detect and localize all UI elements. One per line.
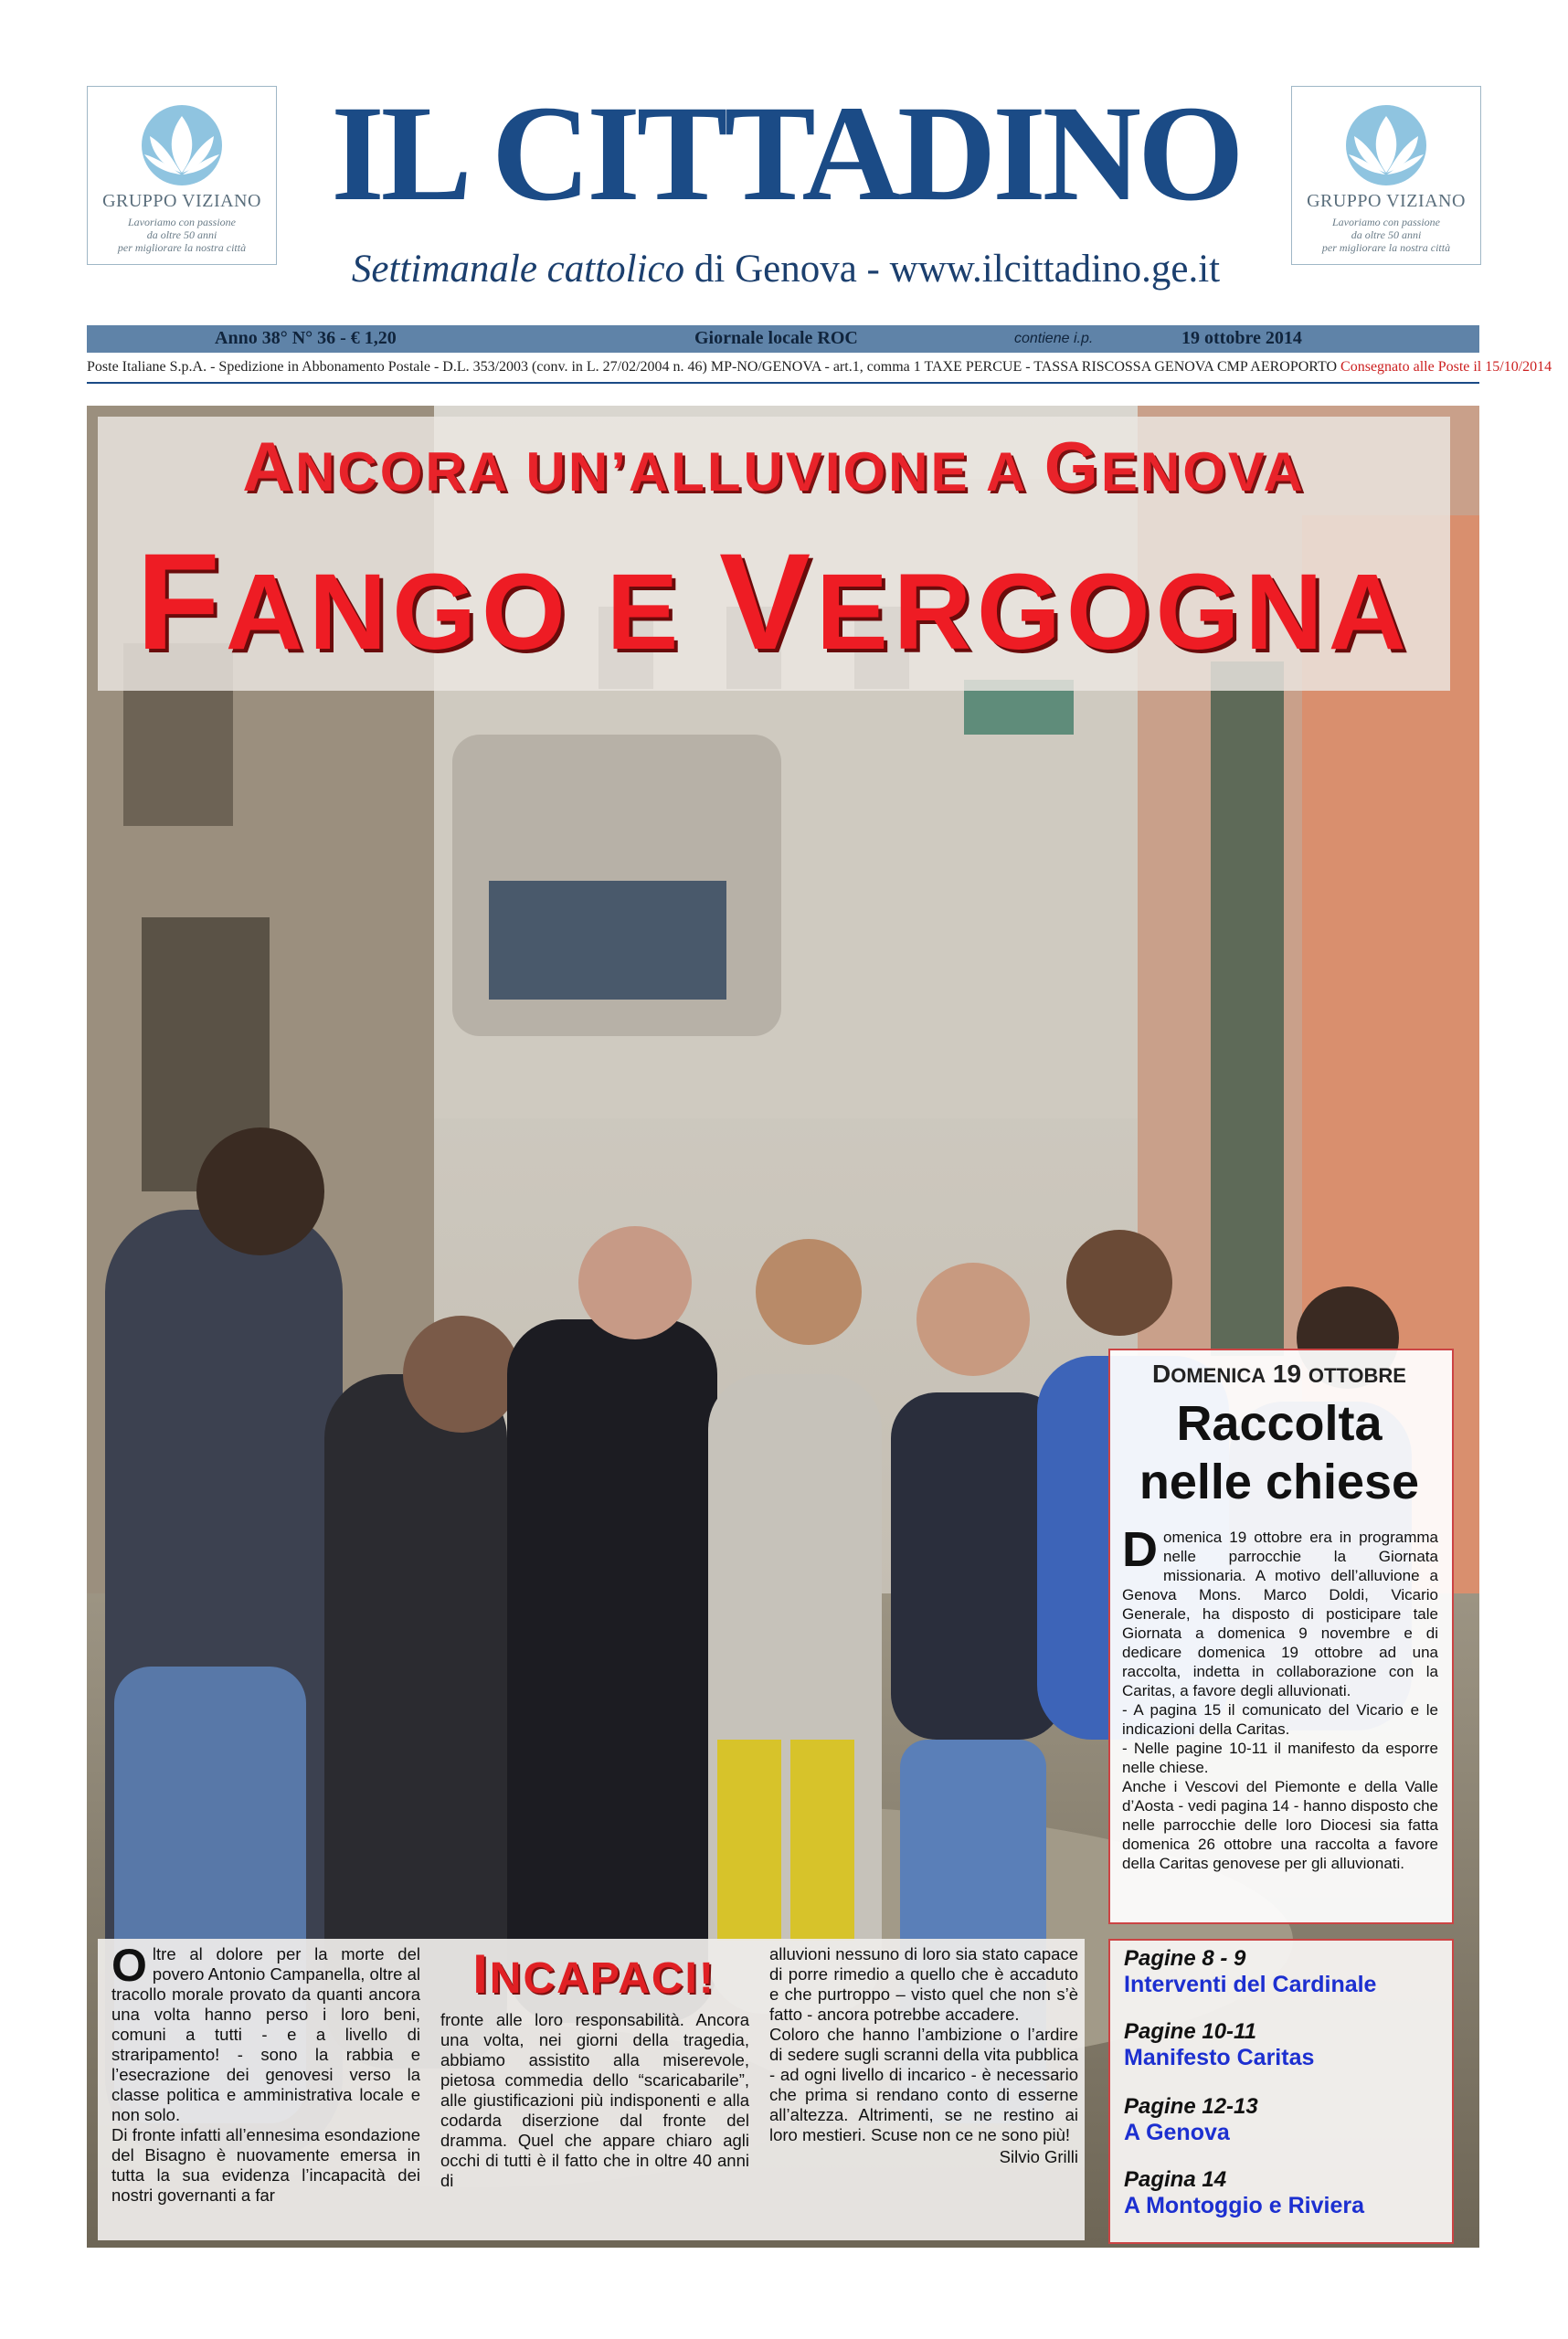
masthead-title: IL CITTADINO [331, 78, 1241, 229]
page-index-item[interactable]: Pagine 8 - 9 Interventi del Cardinale [1124, 1946, 1377, 1997]
editorial-column-1: Oltre al dolore per la morte del povero Antonio Campanella, oltre al tracollo morale provato da quanti ancora una volta hanno perso i loro beni, comuni a tutti - e a livello di straripamento! - sono la rabbia e l’esecrazione dei genovesi verso la classe politica e amministrativa locale e non solo. Di fronte infatti all’ennesima esondazione del Bisagno è nuovamente emersa in tutta la sua evidenza l’incapacità dei nostri governanti a far [111, 1940, 421, 2205]
subtitle-italic: Settimanale cattolico [351, 248, 685, 291]
raccolta-title: Raccolta nelle chiese [1139, 1396, 1420, 1509]
editorial-title: INCAPACI! [472, 1943, 715, 2005]
masthead-subtitle [302, 247, 1270, 291]
subtitle-city: di Genova - [684, 248, 890, 291]
divider [87, 382, 1479, 384]
issue-date: 19 ottobre 2014 [1181, 328, 1302, 348]
ip-label: contiene i.p. [1014, 331, 1094, 346]
page-index-item[interactable]: Pagine 12-13 A Genova [1124, 2094, 1258, 2145]
sponsor-box-right[interactable] [1291, 86, 1481, 265]
raccolta-dropcap: D [1122, 1522, 1158, 1577]
raccolta-kicker: DOMENICA 19 OTTOBRE [1152, 1360, 1406, 1388]
lotus-logo-icon [122, 98, 241, 189]
sponsor-tagline: Lavoriamo con passione da oltre 50 anni per migliorare la nostra città [1321, 216, 1451, 254]
issue-number: Anno 38° N° 36 - € 1,20 [215, 328, 397, 348]
postal-delivery-date: Consegnato alle Poste il 15/10/2014 [1340, 359, 1552, 375]
website-link[interactable]: www.ilcittadino.ge.it [889, 248, 1221, 291]
page-index-item[interactable]: Pagine 10-11 Manifesto Caritas [1124, 2019, 1315, 2070]
sponsor-box-left[interactable] [87, 86, 277, 265]
roc-label: Giornale locale ROC [694, 328, 858, 348]
editorial-column-2: fronte alle loro responsabilità. Ancora una volta, nei giorni della tragedia, abbiamo assistito alla miserevole, pietosa commedia dello “scaricabarile”, alle giustificazioni più indisponenti e alla codarda diserzione dal fronte del dramma. Quel che appare chiaro agli occhi di tutti è il fatto che in oltre 40 anni di [440, 2010, 749, 2190]
headline-kicker: ANCORA UN’ALLUVIONE A GENOVA [242, 429, 1306, 506]
sponsor-tagline: Lavoriamo con passione da oltre 50 anni per migliorare la nostra città [117, 216, 247, 254]
sponsor-name: GRUPPO VIZIANO [102, 191, 261, 211]
sponsor-name: GRUPPO VIZIANO [1307, 191, 1466, 211]
raccolta-body: Domenica 19 ottobre era in programma nelle parrocchie la Giornata missionaria. A motivo dell’alluvione a Genova Mons. Marco Doldi, Vicario Generale, ha disposto di posticipare tale Giornata a domenica 9 novembre e di dedicare domenica 19 ottobre ad una raccolta, indetta in collaborazione con la Caritas, a favore degli alluvionati. - A pagina 15 il comunicato del Vicario e le indicazioni della Caritas. - Nelle pagine 10-11 il manifesto da esporre nelle chiese. Anche i Vescovi del Piemonte e della Valle d’Aosta - vedi pagina 14 - hanno disposto che nelle parrocchie delle loro Diocesi sia fatta domenica 26 ottobre una raccolta a favore della Caritas genovese per gli alluvionati. [1122, 1522, 1438, 1872]
editorial-dropcap: O [111, 1940, 147, 1991]
postal-notice: Poste Italiane S.p.A. - Spedizione in Abbonamento Postale - D.L. 353/2003 (conv. in L. 27/02/2004 n. 46) MP-NO/GENOVA - art.1, comma 1 TAXE PERCUE - TASSA RISCOSSA GENOVA CMP AEROPORTO Consegnato alle Poste il 15/10/2014 [87, 359, 1552, 375]
issue-info-bar [87, 325, 1479, 353]
page-index-item[interactable]: Pagina 14 A Montoggio e Riviera [1124, 2167, 1364, 2218]
main-headline: FANGO E VERGOGNA [136, 524, 1412, 678]
lotus-logo-icon [1327, 98, 1446, 189]
editorial-author: Silvio Grilli [999, 2147, 1078, 2166]
editorial-column-3: alluvioni nessuno di loro sia stato capace di porre rimedio a quello che è accaduto e che purtroppo – visto quel che non s’è fatto - ancora potrebbe accadere. Coloro che hanno l’ambizione o l’ardire di sedere sugli scranni della vita pubblica - ad ogni livello di incarico - è necessario che prima si rendano conto di esserne all’altezza. Altrimenti, se ne restino ai loro mestieri. Scuse non ce ne sono più! Silvio Grilli [769, 1944, 1078, 2166]
